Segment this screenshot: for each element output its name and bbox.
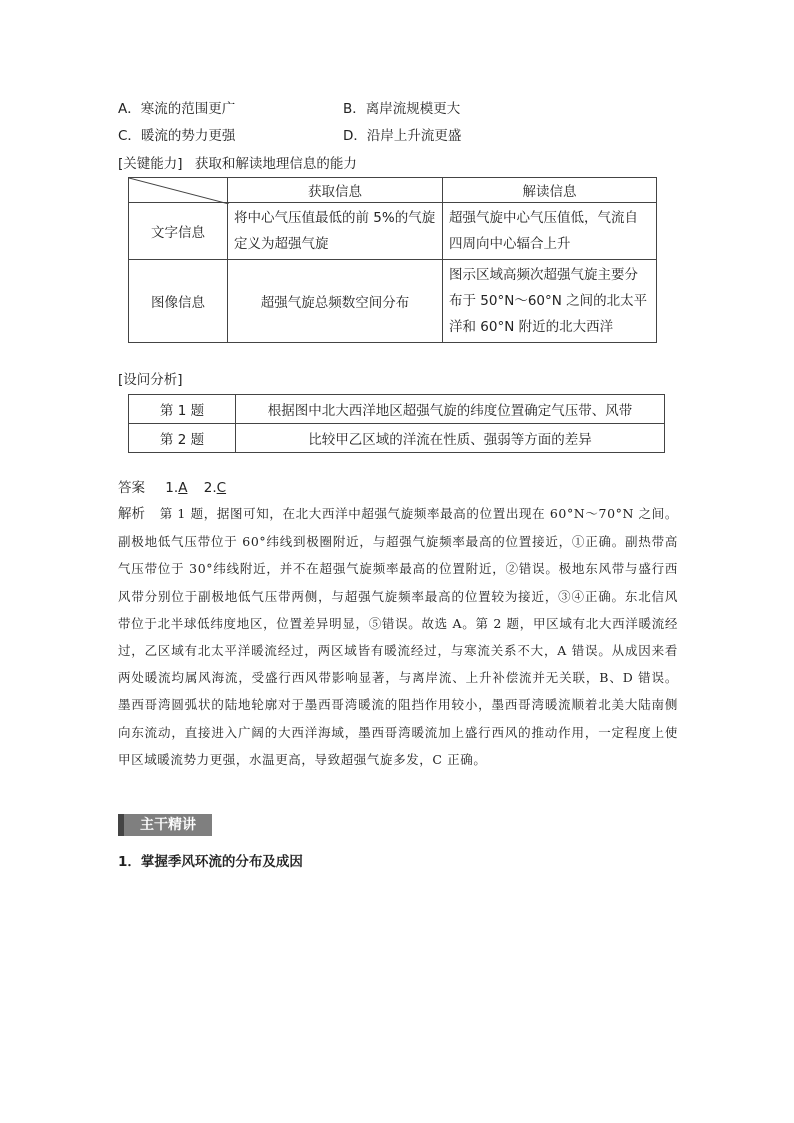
diagonal-header-cell — [129, 178, 228, 203]
analysis-text: 第 1 题，据图可知，在北大西洋中超强气旋频率最高的位置出现在 60°N～70°N 之间。副极地低气压带位于 60°纬线到极圈附近，与超强气旋频率最高的位置接近，①正确。副热带高气压带位于 30°纬线附近，并不在超强气旋频率最高的位置附近，②错误。极地东风带与盛行西风带分别位于副极地低气压带两侧，与超强气旋频率最高的位置较为接近，③④正确。东北信风带位于北半球低纬度地区，位置差异明显，⑤错误。故选 A。第 2 题，甲区域有北大西洋暖流经过，乙区域有北太平洋暖流经过，两区域皆有暖流经过，与寒流关系不大，A 错误。从成因来看两处暖流均属风海流，受盛行西风带影响显著，与离岸流、上升补偿流并无关联，B、D 错误。墨西哥湾圆弧状的陆地轮廓对于墨西哥湾暖流的阻挡作用较小，墨西哥湾暖流顺着北美大陆南侧向东流动，直接进入广阔的大西洋海域，墨西哥湾暖流加上盛行西风的推动作用，一定程度上使甲区域暖流势力更强，水温更高，导致超强气旋多发，C 正确。 — [118, 506, 678, 767]
header-obtain: 获取信息 — [228, 178, 443, 203]
row-image-obtain: 超强气旋总频数空间分布 — [228, 260, 443, 343]
key-ability-text: 获取和解读地理信息的能力 — [194, 156, 357, 172]
header-interpret: 解读信息 — [443, 178, 657, 203]
q2-desc: 比较甲乙区域的洋流在性质、强弱等方面的差异 — [236, 424, 665, 453]
option-a: A．寒流的范围更广 — [118, 101, 236, 117]
row-text-obtain: 将中心气压值最低的前 5%的气旋定义为超强气旋 — [228, 203, 443, 260]
answer-line — [118, 476, 226, 496]
answer-q1: A — [178, 480, 188, 496]
q2-label: 第 2 题 — [129, 424, 236, 453]
row-text-interpret: 超强气旋中心气压值低，气流自四周向中心辐合上升 — [443, 203, 657, 260]
answer-q2-num: 2. — [203, 480, 217, 496]
row-image-interpret: 图示区域高频次超强气旋主要分布于 50°N～60°N 之间的北太平洋和 60°N 附近的北大西洋 — [443, 260, 657, 343]
key-ability-line — [118, 152, 357, 172]
key-ability-label: [关键能力] — [118, 156, 183, 172]
analysis-paragraph — [118, 500, 678, 773]
row-type-image: 图像信息 — [129, 260, 228, 343]
question-analysis-label: [设问分析] — [118, 372, 183, 388]
q1-label: 第 1 题 — [129, 395, 236, 424]
section-heading: 主干精讲 — [118, 814, 212, 836]
question-analysis-table — [128, 394, 665, 453]
option-d: D．沿岸上升流更盛 — [343, 128, 462, 144]
answer-label: 答案 — [118, 480, 145, 496]
answer-q1-num: 1. — [165, 480, 179, 496]
analysis-label: 解析 — [118, 506, 146, 522]
answer-q2: C — [216, 480, 227, 496]
option-b: B．离岸流规模更大 — [343, 101, 461, 117]
row-type-text: 文字信息 — [129, 203, 228, 260]
q1-desc: 根据图中北大西洋地区超强气旋的纬度位置确定气压带、风带 — [236, 395, 665, 424]
section-item-1: 1．掌握季风环流的分布及成因 — [118, 854, 303, 870]
option-c: C．暖流的势力更强 — [118, 128, 236, 144]
info-table — [128, 177, 657, 343]
diagonal-line-icon — [129, 178, 229, 204]
